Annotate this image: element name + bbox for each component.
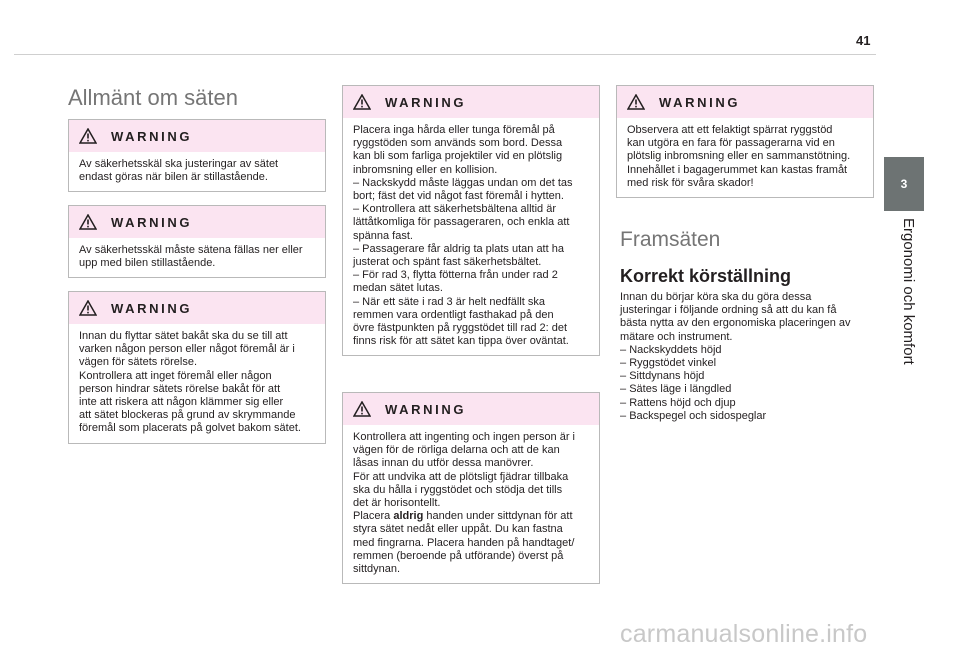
text-line: mätare och instrument.	[620, 330, 733, 343]
text-line: ryggstöden som används som bord. Dessa	[353, 137, 563, 150]
warning-text	[69, 152, 325, 191]
text-line: plötslig inbromsning eller en sammanstötning.	[627, 150, 851, 163]
text-line: att sätet blockeras på grund av skrymmande	[79, 409, 296, 422]
warning-box	[616, 85, 874, 198]
text-line: justerat och spänt fast säkerhetsbältet.	[353, 256, 542, 269]
subsection-title: Korrekt körställning	[620, 266, 792, 286]
warning-label: WARNING	[111, 128, 193, 144]
text-line: spänna fast.	[353, 229, 413, 242]
emphasis-never: aldrig	[393, 510, 424, 523]
text-line: inbromsning eller en kollision.	[353, 163, 498, 176]
text-line: Innan du börjar köra ska du göra dessa	[620, 291, 812, 303]
top-divider	[14, 54, 876, 55]
warning-box	[68, 119, 326, 192]
warning-text	[69, 324, 325, 443]
warning-triangle-icon	[353, 94, 371, 110]
warning-text	[69, 238, 325, 277]
list-item: – Backspegel och sidospeglar	[620, 410, 882, 423]
text-line: med fingrarna. Placera handen på handtaget/	[353, 536, 575, 549]
warning-triangle-icon	[79, 300, 97, 316]
text-line: låsas innan du utför dessa manövrer.	[353, 457, 534, 470]
text-line: medan sätet lutas.	[353, 282, 443, 295]
text-line: – För rad 3, flytta fötterna från under rad 2	[353, 269, 558, 282]
text-line	[353, 510, 589, 523]
text-line: Observera att ett felaktigt spärrat ryggstöd	[627, 124, 833, 136]
warning-box	[342, 85, 600, 356]
text-line: kan utgöra en fara för passagerarna vid en	[627, 137, 835, 150]
text-line: övre fästpunkten på ryggstödet till rad 2: det	[353, 322, 568, 335]
text-line: det är horisontellt.	[353, 497, 441, 510]
text-line: finns risk för att sätet kan tippa över oväntat.	[353, 335, 569, 348]
text-line: ska du hålla i ryggstödet och stödja det tills	[353, 483, 563, 496]
text-line: styra sätet nedåt eller uppåt. Du kan fastna	[353, 523, 563, 536]
text-line: Kontrollera att ingenting och ingen person är i	[353, 431, 575, 443]
warning-triangle-icon	[353, 401, 371, 417]
text-line: – Nackskydd måste läggas undan om det tas	[353, 176, 573, 189]
text-line: varken någon person eller något föremål är i	[79, 343, 295, 356]
text-line: Placera inga hårda eller tunga föremål på	[353, 124, 555, 136]
text-fragment: handen under sittdynan för att	[423, 510, 573, 523]
warning-label: WARNING	[385, 94, 467, 110]
text-line: vägen för de rörliga delarna och att de kan	[353, 444, 560, 457]
text-line: Innehållet i bagagerummet kan kastas framåt	[627, 163, 848, 176]
text-line: med risk för svåra skador!	[627, 176, 754, 189]
section-title-front-seats: Framsäten	[620, 228, 721, 251]
text-line: kan bli som farliga projektiler vid en plötslig	[353, 150, 563, 163]
text-line: upp med bilen stillastående.	[79, 257, 216, 270]
text-line: lättåtkomliga för passageraren, och enkla att	[353, 216, 570, 229]
warning-header	[69, 292, 325, 324]
text-line: endast göras när bilen är stillastående.	[79, 171, 268, 184]
text-line: – Passagerare får aldrig ta plats utan att ha	[353, 242, 564, 255]
warning-label: WARNING	[111, 214, 193, 230]
warning-box	[342, 392, 600, 584]
page-number: 41	[856, 33, 871, 48]
warning-triangle-icon	[79, 128, 97, 144]
warning-text	[343, 425, 599, 583]
warning-text	[343, 118, 599, 355]
text-line: remmen vara ordentligt fasthakad på den	[353, 308, 554, 321]
warning-label: WARNING	[385, 401, 467, 417]
list-item: – Ryggstödet vinkel	[620, 357, 882, 370]
text-line: Av säkerhetsskäl ska justeringar av sätet	[79, 158, 279, 170]
warning-box	[68, 205, 326, 278]
list-item: – Sätes läge i längdled	[620, 383, 882, 396]
warning-label: WARNING	[111, 300, 193, 316]
text-line: Av säkerhetsskäl måste sätena fällas ner eller	[79, 244, 303, 256]
intro-text	[620, 291, 882, 423]
text-line: För att undvika att de plötsligt fjädrar tillbaka	[353, 470, 569, 483]
warning-triangle-icon	[79, 214, 97, 230]
warning-header	[69, 206, 325, 238]
text-line: justeringar i följande ordning så att du kan få	[620, 304, 837, 317]
text-fragment: Placera	[353, 510, 394, 523]
warning-header	[69, 120, 325, 152]
text-line: remmen (beroende på utförande) överst på	[353, 549, 564, 562]
list-item: – Nackskyddets höjd	[620, 344, 882, 357]
text-line: vägen för sätets rörelse.	[79, 356, 198, 369]
watermark-logo: carmanualsonline.info	[620, 620, 868, 648]
warning-label: WARNING	[659, 94, 741, 110]
adjustment-list	[620, 344, 882, 423]
text-line: sittdynan.	[353, 563, 401, 576]
list-item: – Sittdynans höjd	[620, 370, 882, 383]
chapter-title: Ergonomi och komfort	[900, 218, 917, 365]
warning-header	[343, 86, 599, 118]
text-line: person hindrar sätets rörelse bakåt för att	[79, 382, 281, 395]
list-item: – Rattens höjd och djup	[620, 397, 882, 410]
text-line: Kontrollera att inget föremål eller någon	[79, 369, 272, 382]
warning-header	[343, 393, 599, 425]
text-line: – Kontrollera att säkerhetsbältena alltid är	[353, 203, 557, 216]
warning-triangle-icon	[627, 94, 645, 110]
warning-box	[68, 291, 326, 444]
text-line: bästa nytta av den ergonomiska placeringen av	[620, 317, 851, 330]
warning-header	[617, 86, 873, 118]
text-line: – När ett säte i rad 3 är helt nedfällt ska	[353, 295, 545, 308]
text-line: inte att riskera att någon klämmer sig eller	[79, 396, 284, 409]
warning-text	[617, 118, 873, 197]
text-line: Innan du flyttar sätet bakåt ska du se till att	[79, 330, 288, 342]
chapter-tab[interactable]: 3	[884, 157, 924, 211]
section-title-seats: Allmänt om säten	[68, 85, 238, 110]
text-line: föremål som placerats på golvet bakom sätet.	[79, 422, 301, 435]
text-line: bort; fäst det vid något fast föremål i hytten.	[353, 190, 564, 203]
